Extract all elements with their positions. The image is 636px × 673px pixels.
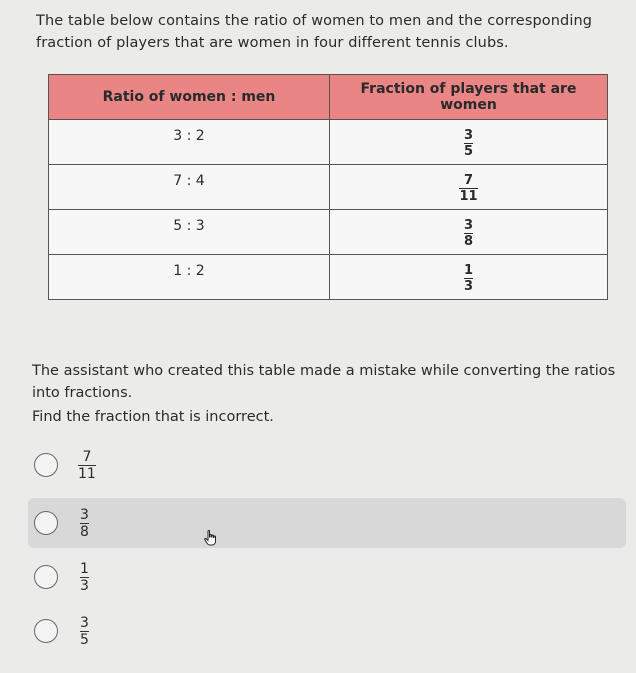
ratio-cell	[49, 255, 330, 300]
fraction-cell	[330, 165, 608, 210]
answer-option-2[interactable]	[28, 498, 626, 548]
intro-line-2: fraction of players that are women in four different tennis clubs.	[36, 35, 509, 51]
fraction-numerator: 3	[463, 217, 474, 233]
fraction-numerator: 3	[80, 614, 89, 631]
fraction	[462, 219, 475, 248]
option-fraction	[78, 508, 91, 539]
fraction-denominator: 3	[463, 278, 474, 294]
ratio-value: 7 : 4	[173, 173, 205, 189]
fraction-numerator: 1	[463, 262, 474, 278]
answer-option-3[interactable]	[28, 552, 626, 602]
ratio-cell	[49, 210, 330, 255]
fraction-denominator: 11	[459, 188, 478, 204]
ratio-cell	[49, 165, 330, 210]
fraction-numerator: 7	[82, 448, 92, 465]
ratio-value: 1 : 2	[173, 263, 205, 279]
radio-button[interactable]	[34, 619, 58, 643]
question-prompt: Find the fraction that is incorrect.	[32, 409, 274, 425]
table-row	[49, 210, 608, 255]
table-row	[49, 165, 608, 210]
radio-button[interactable]	[34, 453, 58, 477]
mistake-statement	[32, 360, 622, 404]
fraction-cell	[330, 255, 608, 300]
table-row	[49, 120, 608, 165]
header-fraction: Fraction of players that are women	[330, 75, 608, 120]
table-row	[49, 255, 608, 300]
hand-pointer-icon	[204, 530, 218, 546]
ratio-value: 5 : 3	[173, 218, 205, 234]
option-fraction	[78, 450, 96, 481]
fraction	[459, 174, 477, 203]
mistake-line-2: into fractions.	[32, 385, 133, 401]
radio-button[interactable]	[34, 511, 58, 535]
fraction-numerator: 3	[80, 506, 89, 523]
fraction	[462, 129, 475, 158]
fraction	[462, 264, 475, 293]
fraction-denominator: 3	[80, 577, 89, 594]
radio-button[interactable]	[34, 565, 58, 589]
ratio-value: 3 : 2	[173, 128, 205, 144]
option-fraction	[78, 616, 91, 647]
mistake-line-1: The assistant who created this table made a mistake while converting the ratios	[32, 363, 616, 379]
table-header-row	[49, 75, 608, 120]
fraction-denominator: 5	[80, 631, 89, 648]
option-fraction	[78, 562, 91, 593]
fraction-denominator: 8	[80, 523, 89, 540]
fraction-numerator: 1	[80, 560, 89, 577]
ratio-cell	[49, 120, 330, 165]
answer-option-1[interactable]	[28, 440, 626, 490]
fraction-denominator: 11	[78, 465, 96, 482]
intro-text	[36, 10, 616, 54]
fraction-denominator: 5	[463, 143, 474, 159]
fraction-cell	[330, 210, 608, 255]
fraction-denominator: 8	[463, 233, 474, 249]
answer-option-4[interactable]	[28, 606, 626, 656]
header-ratio: Ratio of women : men	[49, 75, 330, 120]
fraction-cell	[330, 120, 608, 165]
intro-line-1: The table below contains the ratio of women to men and the corresponding	[36, 13, 593, 29]
fraction-numerator: 7	[463, 172, 474, 188]
fraction-numerator: 3	[463, 127, 474, 143]
ratio-table	[48, 74, 608, 300]
